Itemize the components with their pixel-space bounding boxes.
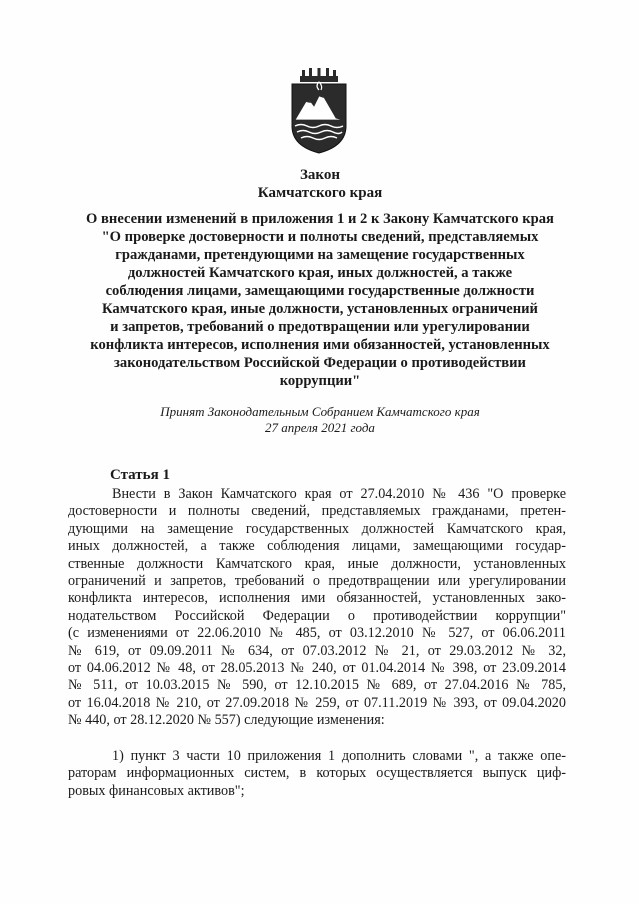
subject-line: соблюдения лицами, замещающими государственные должности (105, 283, 535, 299)
subject-line: и запретов, требований о предотвращении или урегулировании (110, 319, 530, 335)
subject-line: коррупции" (279, 373, 361, 389)
paragraph-line: достоверности и полноты сведений, представляемых гражданами, претен- (68, 503, 566, 520)
paragraph-line: ограничений и запретов, требований о предотвращении или урегулировании (68, 573, 566, 590)
law-subject (60, 210, 580, 390)
paragraph-line: иных должностей, а также соблюдения лицами, замещающими государ- (68, 538, 566, 555)
subject-line: гражданами, претендующими на замещение государственных (115, 247, 525, 263)
paragraph-line: дующими на замещение государственных должностей Камчатского края, (68, 520, 566, 537)
kamchatka-coat-of-arms-icon (288, 68, 350, 154)
paragraph-line: нодательством Российской Федерации о противодействии коррупции" (68, 607, 566, 624)
title-line-1: Закон (299, 167, 340, 183)
subject-line: конфликта интересов, исполнения ими обязанностей, установленных (90, 337, 550, 353)
adoption-note (60, 404, 580, 436)
subject-line: "О проверке достоверности и полноты сведений, представляемых (101, 229, 539, 245)
paragraph-line: № 619, от 09.09.2011 № 634, от 07.03.2012 № 21, от 29.03.2012 № 32, (68, 642, 566, 659)
paragraph-line: № 511, от 10.03.2015 № 590, от 12.10.2015 № 689, от 27.04.2016 № 785, (68, 677, 566, 694)
paragraph-line: от 16.04.2018 № 210, от 27.09.2018 № 259, от 07.11.2019 № 393, от 09.04.2020 (68, 694, 566, 711)
item-line: раторам информационных систем, в которых осуществляется выпуск циф- (68, 765, 566, 782)
adoption-body: Принят Законодательным Собранием Камчатского края (160, 404, 480, 419)
paragraph-line: от 04.06.2012 № 48, от 28.05.2013 № 240, от 01.04.2014 № 398, от 23.09.2014 (68, 660, 566, 677)
article-paragraph (68, 486, 566, 730)
paragraph-line: (с изменениями от 22.06.2010 № 485, от 03.12.2010 № 527, от 06.06.2011 (68, 625, 566, 642)
subject-line: Камчатского края, иные должности, установленных ограничений (102, 301, 538, 317)
emblem-crown (300, 68, 338, 82)
title-line-2: Камчатского края (257, 185, 383, 201)
subject-line: законодательством Российской Федерации о противодействии (114, 355, 526, 371)
item-line: 1) пункт 3 части 10 приложения 1 дополнить словами ", а также опе- (112, 748, 566, 764)
adoption-date: 27 апреля 2021 года (265, 420, 375, 435)
article-heading: Статья 1 (110, 467, 170, 483)
law-title (60, 166, 580, 202)
paragraph-line: ственные должности Камчатского края, иные должности, установленных (68, 555, 566, 572)
article-item-1 (68, 748, 566, 800)
item-line: ровых финансовых активов"; (68, 782, 245, 799)
paragraph-line: Внести в Закон Камчатского края от 27.04.2010 № 436 "О проверке (112, 486, 566, 502)
paragraph-line: № 440, от 28.12.2020 № 557) следующие изменения: (68, 712, 385, 729)
paragraph-line: конфликта интересов, исполнения ими обязанностей, установленных зако- (68, 590, 566, 607)
subject-line: О внесении изменений в приложения 1 и 2 к Закону Камчатского края (86, 211, 554, 227)
subject-line: должностей Камчатского края, иных должностей, а также (127, 265, 513, 281)
